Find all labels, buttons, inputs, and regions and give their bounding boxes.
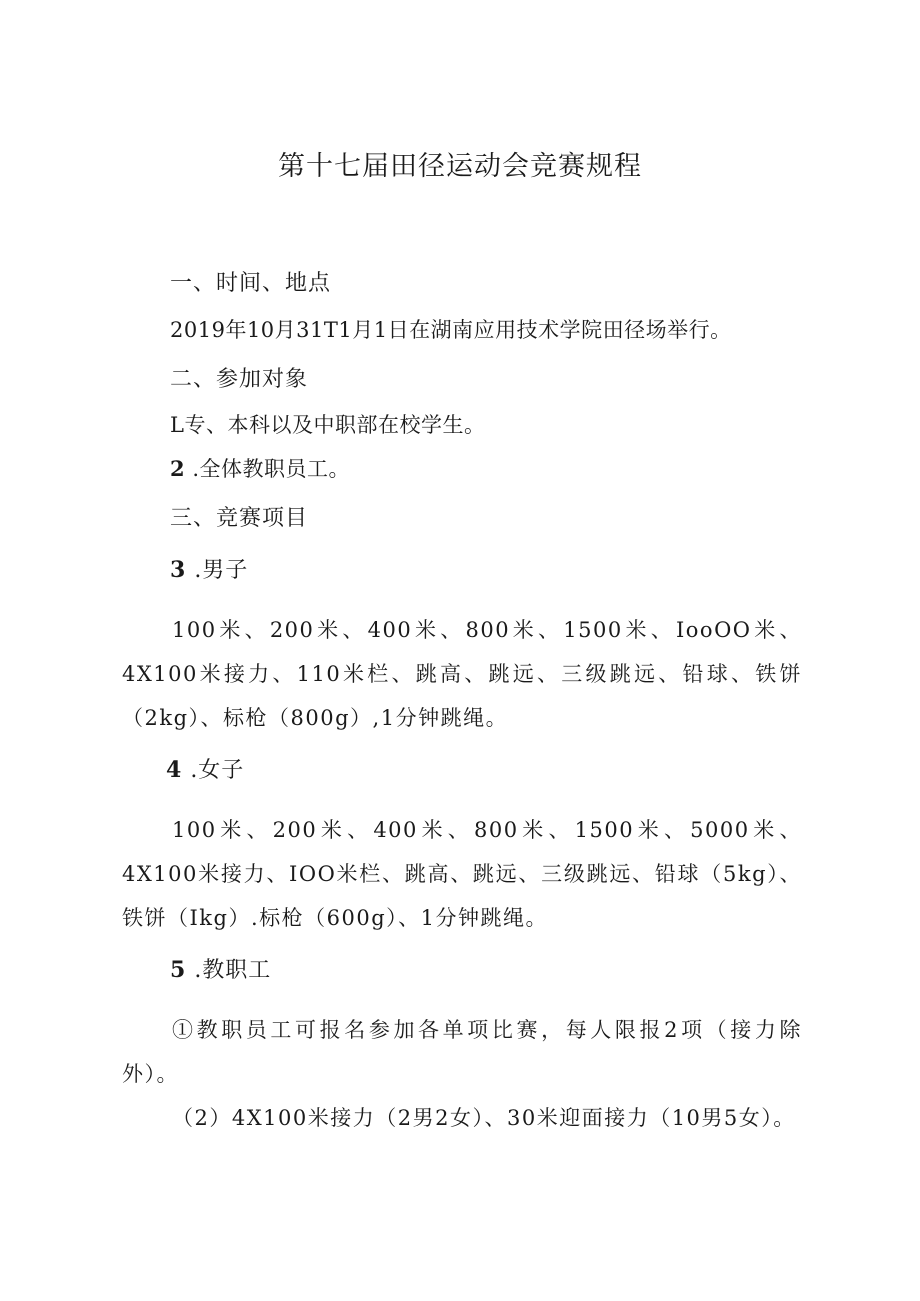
participants-item-2-text: .全体教职员工。	[192, 457, 350, 481]
subheading-women	[166, 753, 244, 784]
time-place-text: 2019年10月31T1月1日在湖南应用技术学院田径场举行。	[170, 318, 732, 342]
list-number: 4	[166, 757, 183, 783]
staff-rule-2: （2）4X100米接力（2男2女）、30米迎面接力（10男5女）。	[172, 1106, 796, 1130]
subheading-women-label: .女子	[190, 758, 245, 783]
list-number: 3	[170, 557, 187, 583]
subheading-men	[170, 553, 248, 584]
list-number: 2	[170, 456, 186, 481]
subheading-staff-label: .教职工	[194, 958, 272, 983]
staff-rule-1: ①教职员工可报名参加各单项比赛，每人限报2项（接力除外）。	[122, 1018, 802, 1086]
subheading-staff	[170, 953, 271, 984]
document-title: 第十七届田径运动会竞赛规程	[278, 151, 642, 182]
section-heading-events: 三、竞赛项目	[170, 506, 309, 531]
women-events-paragraph: 100米、200米、400米、800米、1500米、5000米、4X100米接力、IOO米栏、跳高、跳远、三级跳远、铅球（5kg）、铁饼（Ikg）.标枪（600g）、1分钟跳绳。	[122, 818, 802, 930]
section-heading-participants: 二、参加对象	[170, 367, 309, 392]
men-events-paragraph: 100米、200米、400米、800米、1500米、IooOO米、4X100米接力、110米栏、跳高、跳远、三级跳远、铅球、铁饼（2kg）、标枪（800g）,1分钟跳绳。	[122, 618, 802, 730]
subheading-men-label: .男子	[194, 558, 249, 583]
participants-item-1: L专、本科以及中职部在校学生。	[170, 413, 486, 437]
section-heading-time-place: 一、时间、地点	[170, 271, 332, 296]
list-number: 5	[170, 957, 187, 983]
participants-item-2	[170, 453, 350, 483]
